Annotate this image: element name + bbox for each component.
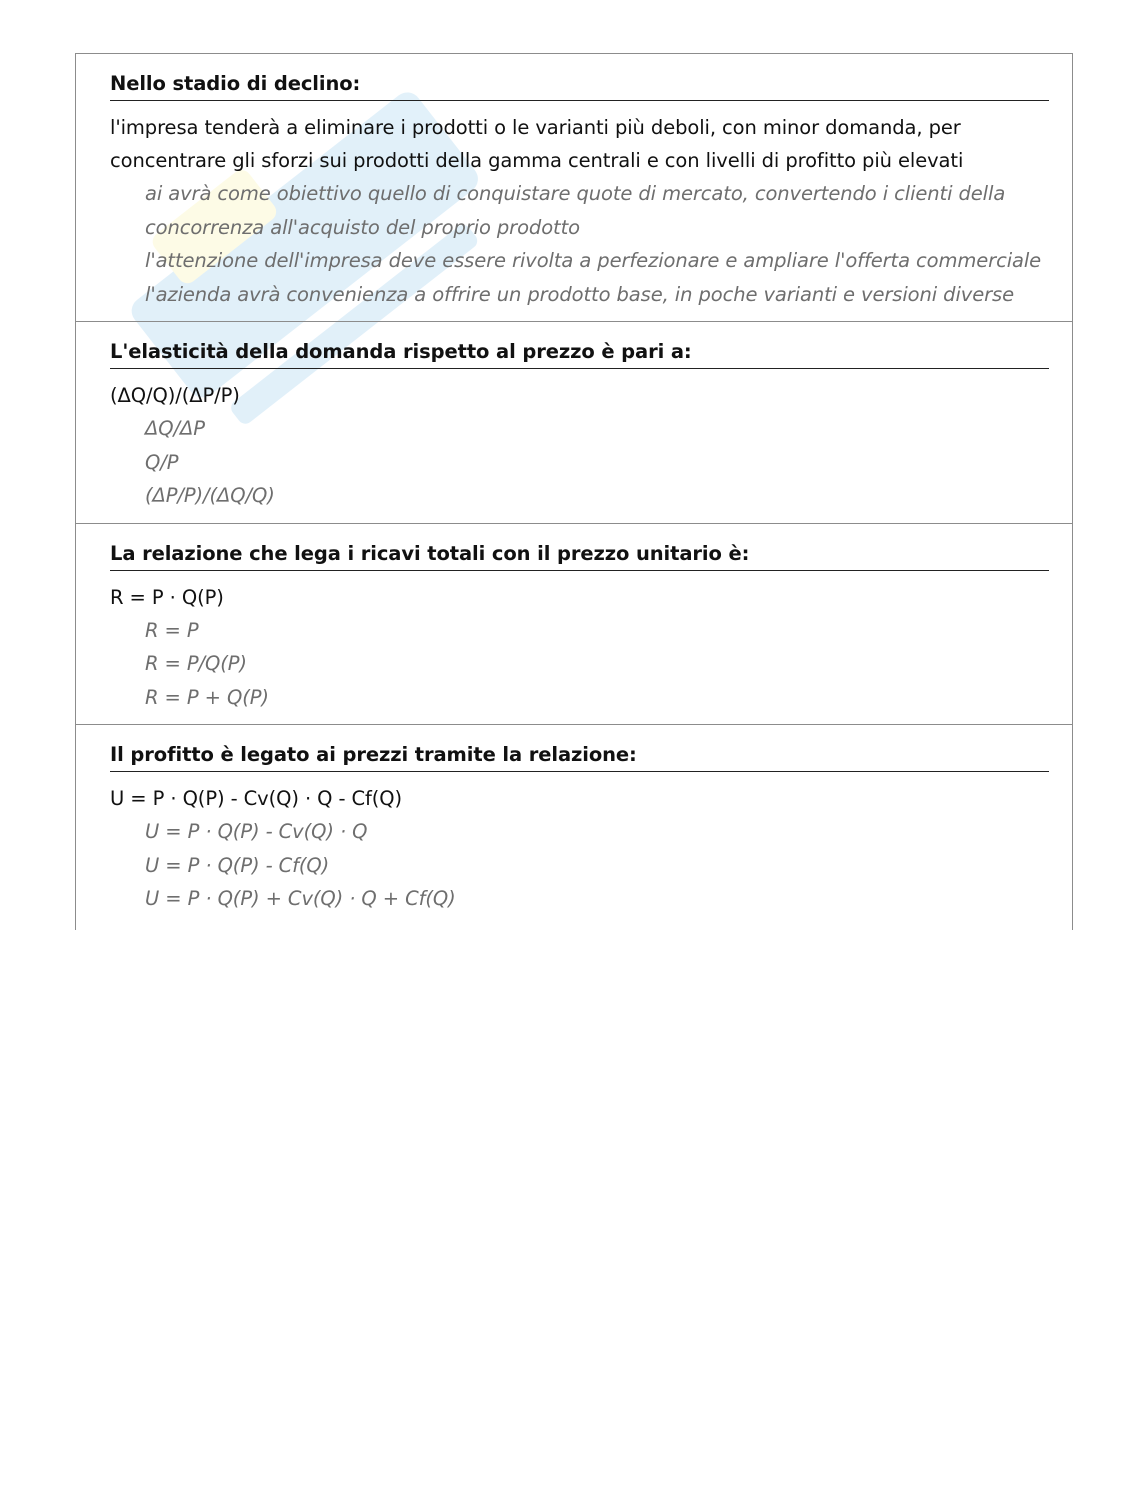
question-block (76, 725, 1072, 930)
wrong-answer: U = P · Q(P) + Cv(Q) · Q + Cf(Q) (145, 887, 456, 910)
wrong-answer: R = P/Q(P) (145, 652, 247, 675)
question-block (76, 54, 1072, 322)
correct-answer: U = P · Q(P) - Cv(Q) · Q - Cf(Q) (110, 787, 403, 810)
question-block (76, 322, 1072, 524)
wrong-answer: R = P (145, 618, 199, 642)
wrong-answer: U = P · Q(P) - Cv(Q) · Q (145, 820, 368, 843)
wrong-answer: (ΔP/P)/(ΔQ/Q) (145, 484, 275, 507)
correct-answer: R = P · Q(P) (110, 585, 224, 609)
wrong-answer: U = P · Q(P) - Cf(Q) (145, 853, 330, 877)
question-title: Nello stadio di declino: (110, 69, 1049, 101)
wrong-answer: ΔQ/ΔP (145, 417, 205, 440)
question-title: Il profitto è legato ai prezzi tramite la relazione: (110, 740, 1049, 772)
quiz-container (75, 53, 1073, 930)
wrong-answer: l'azienda avrà convenienza a offrire un prodotto base, in poche varianti e versioni diverse (145, 282, 1014, 306)
question-title: La relazione che lega i ricavi totali con il prezzo unitario è: (110, 539, 1049, 571)
wrong-answer: l'attenzione dell'impresa deve essere rivolta a perfezionare e ampliare l'offerta commerciale (145, 249, 1042, 272)
question-block (76, 524, 1072, 726)
wrong-answer: ai avrà come obiettivo quello di conquistare quote di mercato, convertendo i clienti della concorrenza all'acquisto del proprio prodotto (145, 182, 1006, 239)
wrong-answer: Q/P (145, 450, 179, 474)
question-title: L'elasticità della domanda rispetto al prezzo è pari a: (110, 337, 1049, 369)
correct-answer: l'impresa tenderà a eliminare i prodotti o le varianti più deboli, con minor domanda, per concentrare gli sforzi sui prodotti della gamma centrali e con livelli di profitto più elevati (110, 116, 964, 172)
correct-answer: (ΔQ/Q)/(ΔP/P) (110, 384, 240, 407)
wrong-answer: R = P + Q(P) (145, 685, 269, 709)
